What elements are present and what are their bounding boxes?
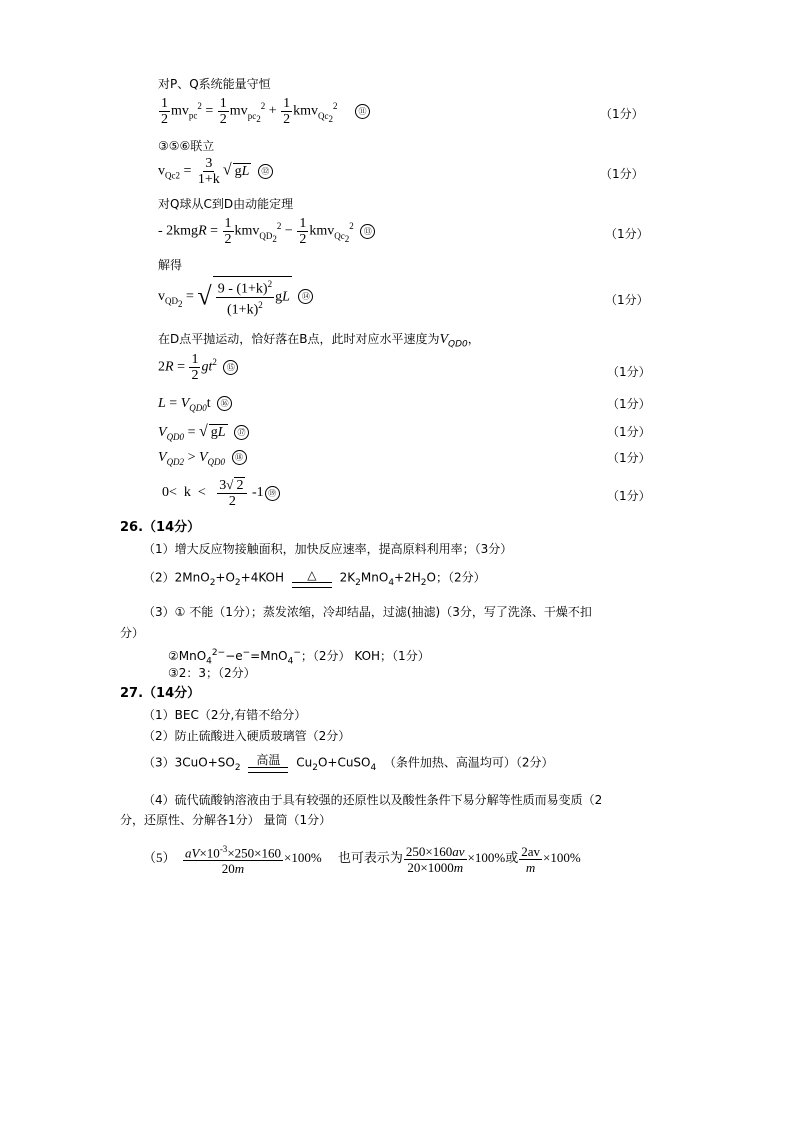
q26-answer-2: $(2)2MnO_2+O_2+4KOH$ △ $2K_2MnO_4+2H_2O$；（2分） — [143, 568, 486, 588]
q26-answer-1: （1）增大反应物接触面积，加快反应速率，提高原料利用率；（3分） — [143, 542, 513, 556]
equation-15: 2R = $\frac{1}{2}$ $gt^2$ ⑮ — [158, 352, 238, 383]
equation-19: 0< k < $\frac{3√ 2}{2}$ -1 ⑲ — [162, 477, 280, 509]
q27-answer-5: （5） $\frac{aV\times 10^{-3}\times 250\times 160}{20m}$ ×100% 也可表示为 $\frac{250\times 160av}{20\times 1000m}$ ×100%或 $\frac{2av}{m}$ ×100% — [143, 843, 581, 877]
text-line-energy: 对P、Q系统能量守恒 — [158, 77, 271, 91]
circled-number: ⑫ — [258, 164, 273, 179]
score-label: （1分） — [605, 227, 649, 241]
text-line-combine: ③⑤⑥联立 — [158, 139, 215, 153]
circled-number: ⑮ — [223, 360, 238, 375]
text-line-kinetic: 对Q球从C到D由动能定理 — [158, 197, 294, 211]
equation-17: $V_{QD0}$ = √ gL ⑰ — [158, 424, 249, 445]
equation-14: $v_{QD_2}$ = √ $\frac{9 - (1+k)^2}{(1+k)^2}$ gL ⑭ — [158, 276, 313, 317]
q26-answer-3-2: ②MnO$_4^{2-}$−e−=MnO$_4$−；（2分） KOH；（1分） — [168, 648, 430, 667]
score-label: （1分） — [607, 365, 651, 379]
circled-number: ⑲ — [265, 486, 280, 501]
text-line-projectile: 在D点平抛运动，恰好落在B点，此时对应水平速度为$V_{QD0}$， — [158, 332, 480, 350]
high-temp-arrow: 高温 — [248, 753, 288, 773]
q27-answer-1: （1）BEC（2分,有错不给分） — [143, 708, 307, 722]
text-line-solve: 解得 — [158, 258, 183, 272]
score-label: （1分） — [605, 293, 649, 307]
circled-number: ⑬ — [360, 224, 375, 239]
score-label: （1分） — [600, 107, 644, 121]
question-27-title: 27.（14分） — [120, 686, 201, 701]
q26-answer-3-3: ③2：3；（2分） — [168, 666, 256, 680]
circled-number: ⑭ — [298, 289, 313, 304]
equation-13: - 2kmgR = $\frac{1}{2}$ kmv$_{QD_2}^2$ − $\frac{1}{2}$ kmv$_{Qc_2}^2$ ⑬ — [158, 216, 375, 247]
equation-12: $v_{Qc2}$ = $\frac{3}{1+k}$ √ gL ⑫ — [158, 156, 273, 187]
q27-answer-4-cont: 分，还原性、分解各1分） 量筒（1分） — [120, 813, 332, 827]
q26-answer-3-cont: 分） — [120, 626, 145, 640]
score-label: （1分） — [607, 425, 651, 439]
equation-16: $L = V_{QD0}t$ ⑯ — [158, 396, 232, 416]
equation-18: $V_{QD2} > V_{QD0}$ ⑱ — [158, 450, 247, 470]
heat-arrow: △ — [292, 568, 332, 588]
score-label: （1分） — [600, 167, 644, 181]
score-label: （1分） — [607, 451, 651, 465]
question-26-title: 26.（14分） — [120, 520, 201, 535]
circled-number: ⑪ — [355, 104, 370, 119]
q27-answer-3: $(3)3CuO+SO_2$ 高温 $Cu_2O+CuSO_4$ （条件加热、高温均可）（2分） — [143, 753, 554, 773]
circled-number: ⑯ — [217, 396, 232, 411]
equation-11: $\frac{1}{2}$ $mv_{pc}^2$ = $\frac{1}{2}$ $mv_{pc_2}^2$ + $\frac{1}{2}$ kmv$_{Qc_2}^2$ ⑪ — [158, 96, 370, 127]
q26-answer-3: （3）① 不能（1分）；蒸发浓缩，冷却结晶，过滤(抽滤)（3分，写了洗涤、干燥不扣 — [143, 605, 592, 619]
circled-number: ⑱ — [232, 450, 247, 465]
q27-answer-2: （2）防止硫酸进入硬质玻璃管（2分） — [143, 729, 351, 743]
circled-number: ⑰ — [234, 425, 249, 440]
score-label: （1分） — [607, 397, 651, 411]
score-label: （1分） — [607, 489, 651, 503]
q27-answer-4: （4）硫代硫酸钠溶液由于具有较强的还原性以及酸性条件下易分解等性质而易变质（2 — [143, 793, 603, 807]
